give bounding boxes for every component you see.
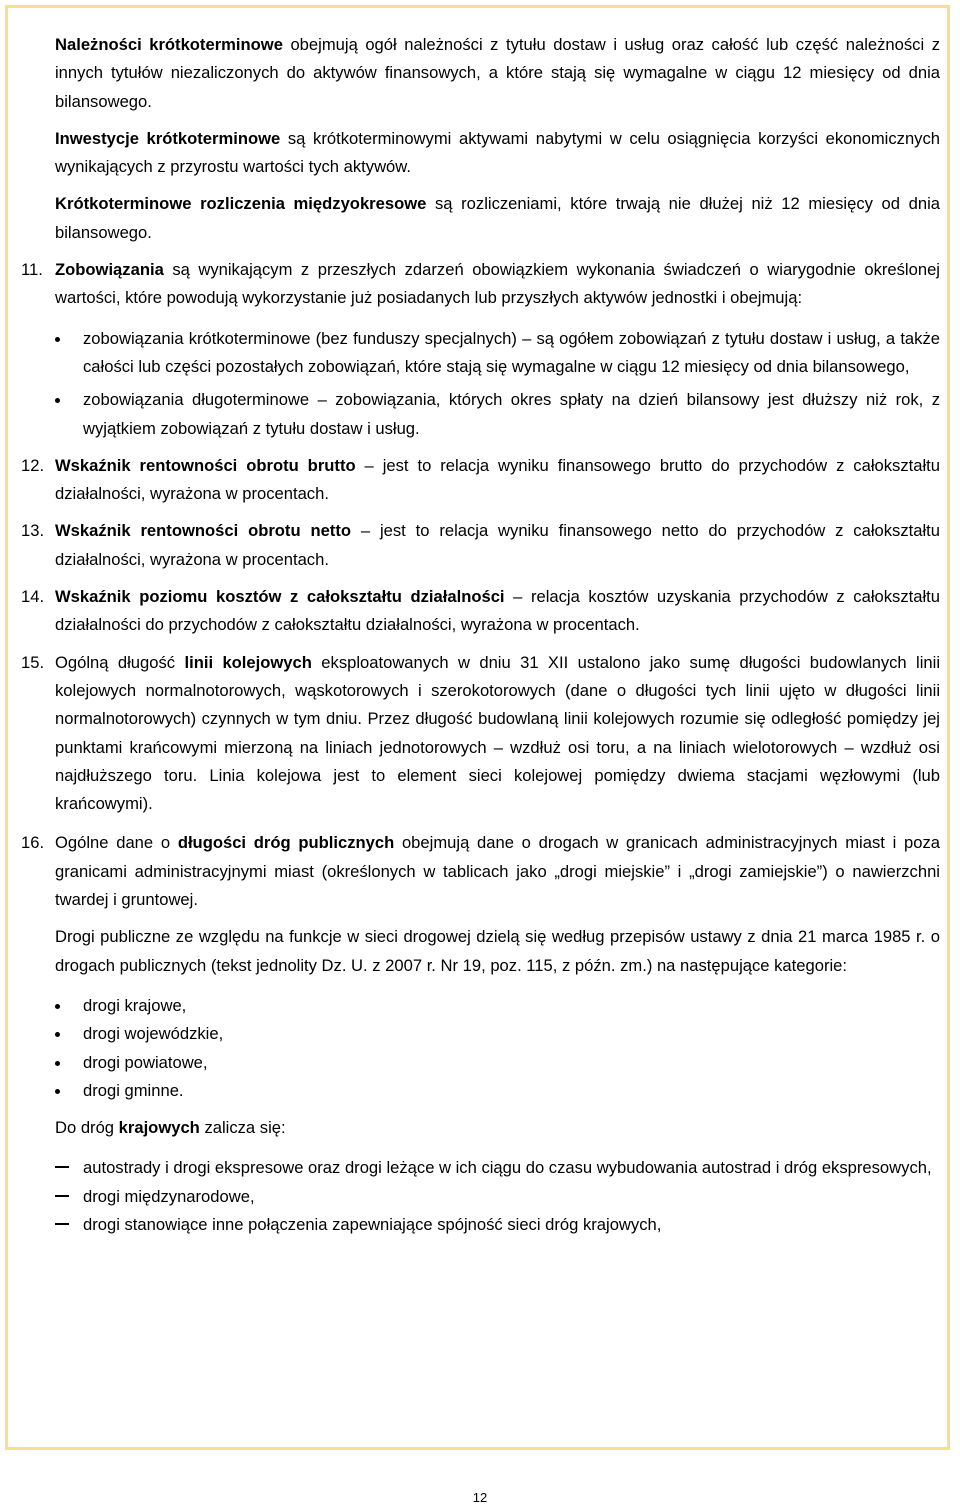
bullet-list [55, 325, 940, 443]
section-15: 15. Ogólną długość linii kolejowych eksploatowanych w dniu 31 XII ustalono jako sumę długości budowlanych linii kolejowych normalnotorowych, wąskotorowych i szerokotorowych (dane o długości tych linii ujęto w długości linii normalnotorowych) czynnych w tym dniu. Przez długość budowlaną linii kolejowych rozumie się odległość pomiędzy jej punktami krańcowymi mierzoną na liniach jednotorowych – wzdłuż osi toru, a na liniach wielotorowych – wzdłuż osi najdłuższego toru. Linia kolejowa jest to element sieci kolejowej pomiędzy dwiema stacjami węzłowymi (lub krańcowymi). [55, 649, 940, 819]
list-item: drogi powiatowe, [55, 1049, 940, 1077]
paragraph-drogi-publiczne: Drogi publiczne ze względu na funkcje w sieci drogowej dzielą się według przepisów ustawy z dnia 21 marca 1985 r. o drogach publicznych (tekst jednolity Dz. U. z 2007 r. Nr 19, poz. 115, z późn. zm.) na następujące kategorie: [55, 927, 940, 975]
section-16: 16. Ogólne dane o długości dróg publicznych obejmują dane o drogach w granicach administracyjnych miast i poza granicami administracyjnymi miast (określonych w tablicach jako „drogi miejskie” i „drogi zamiejskie”) o nawierzchni twardej i gruntowej. Drogi publiczne ze względu na funkcje w sieci drogowej dzielą się według przepisów ustawy z dnia 21 marca 1985 r. o drogach publicznych (tekst jednolity Dz. U. z 2007 r. Nr 19, poz. 115, z późn. zm.) na następujące kategorie: drogi krajowe, drogi wojewódzkie, drogi powiatowe, drogi gminne. Do dróg krajowych zalicza się: autostrady i drogi ekspresowe oraz drogi leżące w ich ciągu do czasu wybudowania autostrad i dróg ekspresowych, drogi międzynarodowe, drogi stanowiące inne połączenia zapewniające spójność sieci dróg krajowych, [55, 829, 940, 1239]
page-number: 12 [472, 1490, 488, 1505]
road-categories-list [55, 992, 940, 1105]
section-12: 12. Wskaźnik rentowności obrotu brutto – jest to relacja wyniku finansowego brutto do przychodów z całokształtu działalności, wyrażona w procentach. [55, 452, 940, 509]
section-11-text: Zobowiązania są wynikającym z przeszłych zdarzeń obowiązkiem wykonania świadczeń o wiarygodnie określonej wartości, które powodują wykorzystanie już posiadanych lub przyszłych aktywów jednostki i obejmują: [55, 260, 940, 308]
section-number: 13. [21, 521, 45, 541]
section-11 [21, 256, 940, 443]
paragraph-rozliczenia: Krótkoterminowe rozliczenia międzyokresowe są rozliczeniami, które trwają nie dłużej niż 12 miesięcy od dnia bilansowego. [55, 194, 940, 242]
list-item: drogi stanowiące inne połączenia zapewniające spójność sieci dróg krajowych, [55, 1211, 940, 1239]
section-number: 11. [21, 260, 43, 280]
section-number: 12. [21, 455, 45, 475]
list-item: autostrady i drogi ekspresowe oraz drogi leżące w ich ciągu do czasu wybudowania autostrad i dróg ekspresowych, [55, 1154, 940, 1182]
section-14: 14. Wskaźnik poziomu kosztów z całokształtu działalności – relacja kosztów uzyskania przychodów z całokształtu działalności do przychodów z całokształtu działalności, wyrażona w procentach. [55, 583, 940, 640]
section-13: 13. Wskaźnik rentowności obrotu netto – jest to relacja wyniku finansowego netto do przychodów z całokształtu działalności, wyrażona w procentach. [55, 517, 940, 574]
paragraph-drogi-krajowe: Do dróg krajowych zalicza się: [55, 1118, 286, 1138]
paragraph-naleznosci: Należności krótkoterminowe obejmują ogół należności z tytułu dostaw i usług oraz całość lub część należności z innych tytułów niezaliczonych do aktywów finansowych, a które stają się wymagalne w ciągu 12 miesięcy od dnia bilansowego. [55, 35, 940, 111]
section-number: 14. [21, 587, 45, 607]
list-item: zobowiązania krótkoterminowe (bez funduszy specjalnych) – są ogółem zobowiązań z tytułu dostaw i usług, a także całości lub części pozostałych zobowiązań, które stają się wymagalne w ciągu 12 miesięcy od dnia bilansowego, [55, 325, 940, 382]
section-number: 15. [21, 652, 45, 672]
section-number: 16. [21, 833, 45, 853]
document-body [21, 31, 941, 1239]
paragraph-inwestycje: Inwestycje krótkoterminowe są krótkoterminowymi aktywami nabytymi w celu osiągnięcia korzyści ekonomicznych wynikających z przyrostu wartości tych aktywów. [55, 128, 940, 177]
list-item: zobowiązania długoterminowe – zobowiązania, których okres spłaty na dzień bilansowy jest dłuższy niż rok, z wyjątkiem zobowiązań z tytułu dostaw i usług. [55, 386, 940, 443]
krajowe-dash-list [55, 1154, 940, 1239]
list-item: drogi gminne. [55, 1077, 940, 1105]
list-item: drogi międzynarodowe, [55, 1183, 940, 1211]
list-item: drogi wojewódzkie, [55, 1020, 940, 1048]
list-item: drogi krajowe, [55, 992, 940, 1020]
